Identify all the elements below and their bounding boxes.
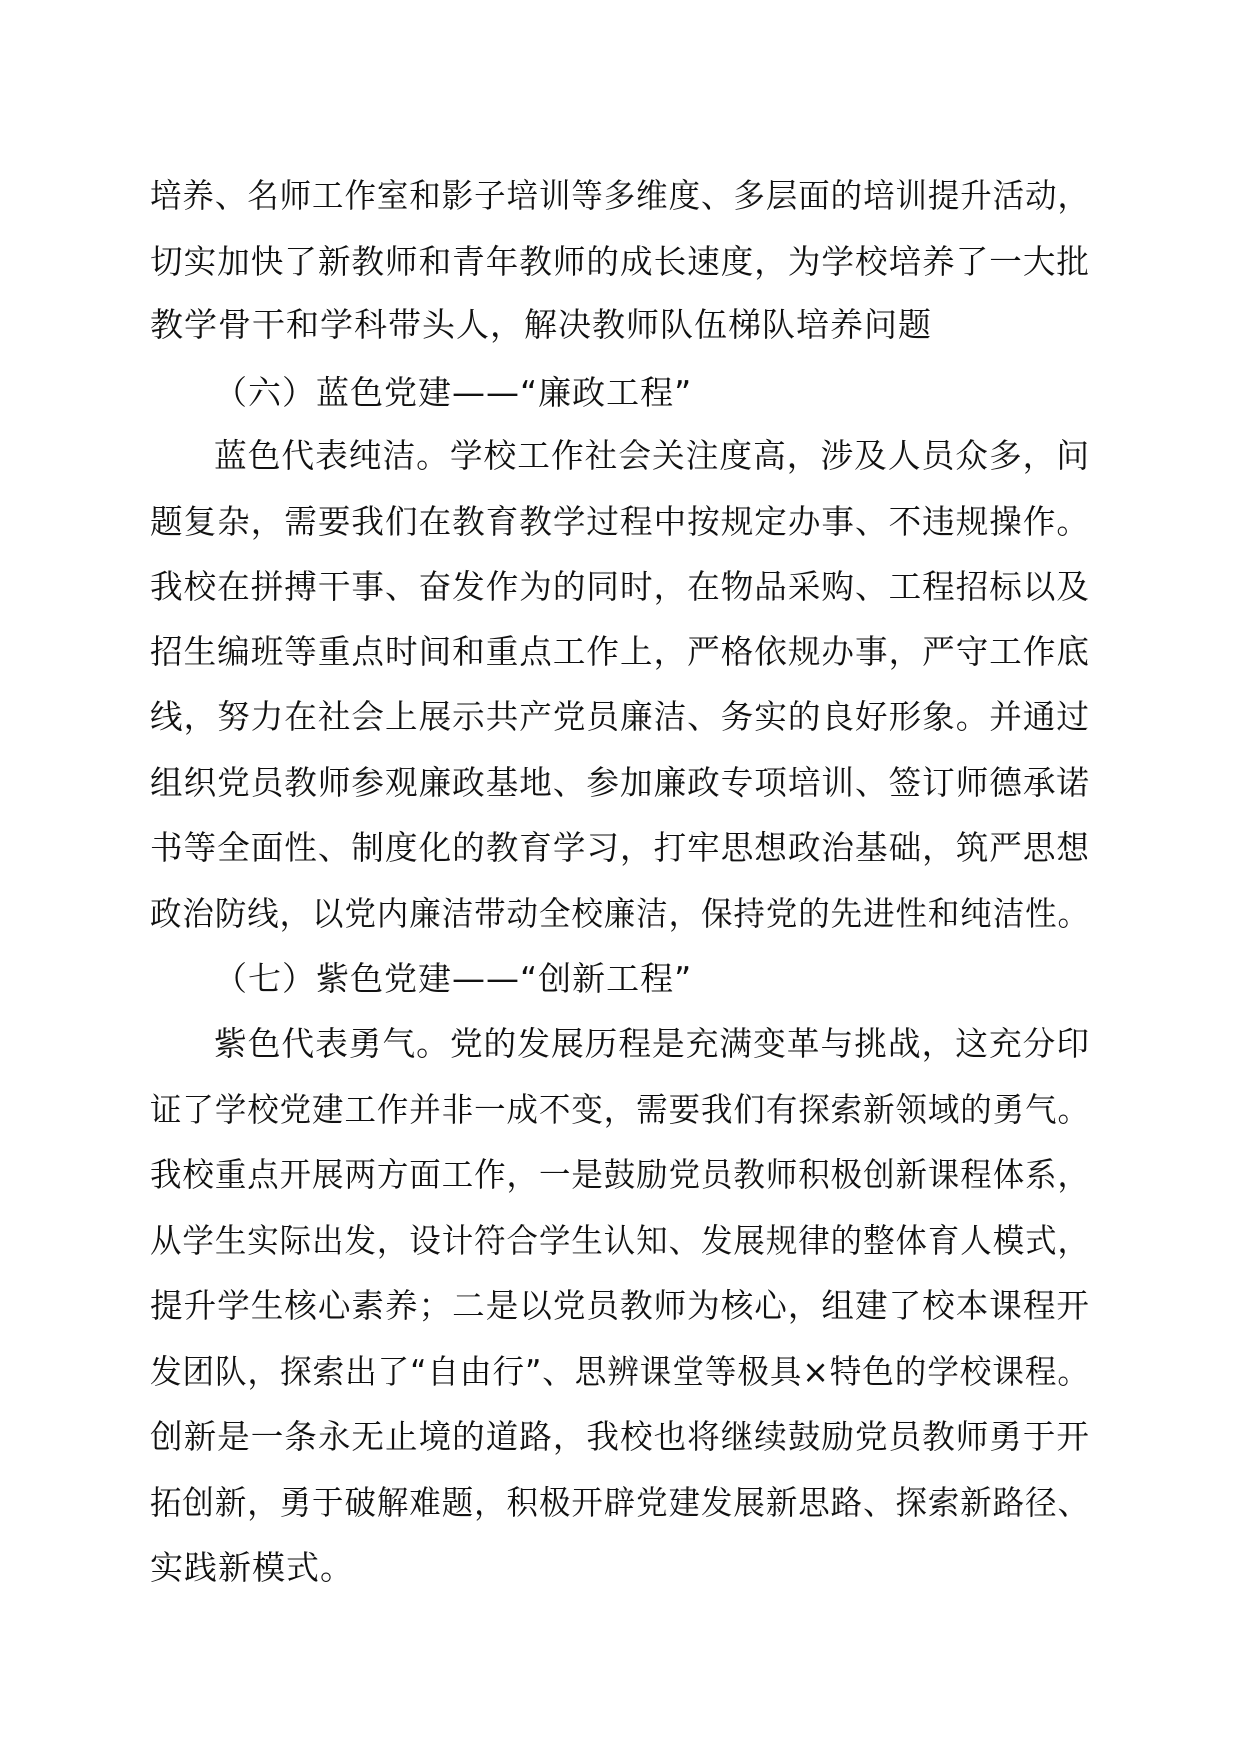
paragraph-line: 组织党员教师参观廉政基地、参加廉政专项培训、签订师德承诺	[150, 763, 1091, 802]
paragraph-line: 招生编班等重点时间和重点工作上，严格依规办事，严守工作底	[150, 632, 1091, 671]
paragraph-line: 我校重点开展两方面工作，一是鼓励党员教师积极创新课程体系，	[150, 1155, 1090, 1194]
paragraph-line: 书等全面性、制度化的教育学习，打牢思想政治基础，筑严思想	[150, 828, 1091, 867]
paragraph-line: 实践新模式。	[150, 1548, 354, 1587]
paragraph-line: 培养、名师工作室和影子培训等多维度、多层面的培训提升活动，	[150, 176, 1090, 215]
paragraph-line: 从学生实际出发，设计符合学生认知、发展规律的整体育人模式，	[150, 1221, 1090, 1260]
section-heading-liuzheng: （六）蓝色党建——“廉政工程”	[214, 373, 693, 412]
paragraph-line: 线，努力在社会上展示共产党员廉洁、务实的良好形象。并通过	[150, 697, 1091, 736]
section-heading-chuangxin: （七）紫色党建——“创新工程”	[214, 959, 693, 998]
paragraph-line: 提升学生核心素养；二是以党员教师为核心，组建了校本课程开	[150, 1286, 1091, 1325]
paragraph-line: 政治防线，以党内廉洁带动全校廉洁，保持党的先进性和纯洁性。	[150, 894, 1090, 933]
paragraph-line: 教学骨干和学科带头人，解决教师队伍梯队培养问题	[150, 305, 932, 344]
paragraph-line: 创新是一条永无止境的道路，我校也将继续鼓励党员教师勇于开	[150, 1417, 1091, 1456]
paragraph-line: 拓创新，勇于破解难题，积极开辟党建发展新思路、探索新路径、	[150, 1483, 1090, 1522]
paragraph-line: 切实加快了新教师和青年教师的成长速度，为学校培养了一大批	[150, 242, 1091, 281]
paragraph-line: 题复杂，需要我们在教育教学过程中按规定办事、不违规操作。	[150, 502, 1091, 541]
paragraph-line: 紫色代表勇气。党的发展历程是充满变革与挑战，这充分印	[214, 1024, 1091, 1063]
paragraph-line: 发团队，探索出了“自由行”、思辨课堂等极具×特色的学校课程。	[150, 1352, 1090, 1391]
paragraph-line: 蓝色代表纯洁。学校工作社会关注度高，涉及人员众多，问	[214, 436, 1091, 475]
paragraph-line: 证了学校党建工作并非一成不变，需要我们有探索新领域的勇气。	[150, 1090, 1090, 1129]
paragraph-line: 我校在拼搏干事、奋发作为的同时，在物品采购、工程招标以及	[150, 567, 1091, 606]
